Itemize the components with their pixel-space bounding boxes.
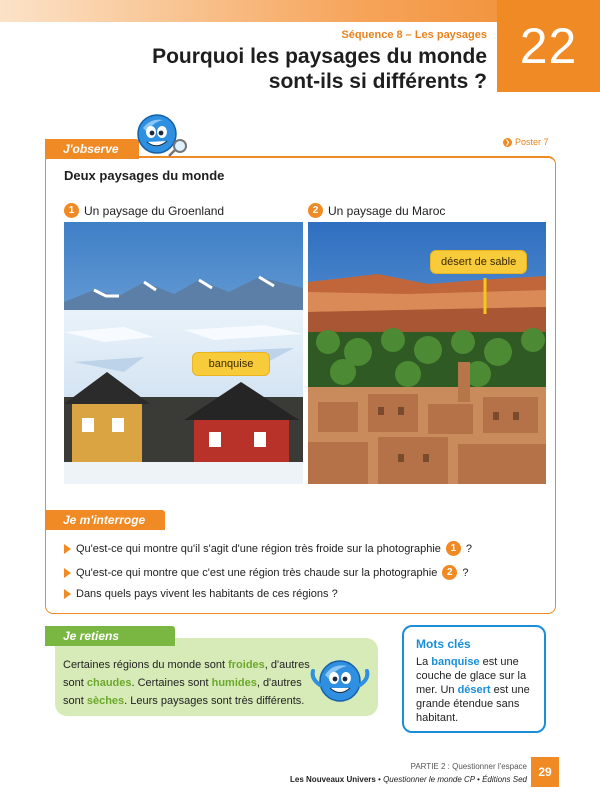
caption-text: Un paysage du Groenland <box>84 203 225 218</box>
question-text: Qu'est-ce qui montre que c'est une région très chaude sur la photographie <box>76 566 438 579</box>
poster-reference <box>503 137 549 147</box>
word-humides: humides <box>211 677 257 689</box>
bullet-arrow-icon <box>64 568 71 578</box>
retiens-text: Certaines régions du monde sont froides, d'autres sont chaudes. Certaines sont humides, d'autres sont sèches. Leurs paysages sont très différents. <box>63 659 310 707</box>
photo-caption-2 <box>308 203 445 218</box>
bullet-arrow-icon <box>64 589 71 599</box>
keywords-title: Mots clés <box>416 637 471 651</box>
keywords-text: La banquise est une couche de glace sur la mer. Un désert est une grande étendue sans habitant. <box>416 656 530 724</box>
observe-badge: J'observe <box>45 139 139 159</box>
caption-text: Un paysage du Maroc <box>328 203 446 218</box>
bullet-arrow-icon <box>64 544 71 554</box>
label-banquise: banquise <box>192 352 270 376</box>
question-item <box>64 541 472 556</box>
photo-caption-1 <box>64 203 224 218</box>
word-banquise: banquise <box>431 656 480 668</box>
retiens-badge: Je retiens <box>45 626 175 646</box>
footer-part: PARTIE 2 : Questionner l'espace <box>410 762 527 771</box>
sequence-label: Séquence 8 – Les paysages <box>341 29 487 41</box>
photo-maroc <box>308 222 546 484</box>
page-title: Pourquoi les paysages du monde sont-ils si différents ? <box>152 45 487 93</box>
poster-icon: ❯ <box>504 139 511 146</box>
mascot-icon <box>309 655 371 707</box>
question-end: ? <box>465 542 473 555</box>
number-badge: 1 <box>64 203 79 218</box>
number-badge: 2 <box>442 565 457 580</box>
label-desert: désert de sable <box>430 250 527 274</box>
question-end: ? <box>462 566 469 579</box>
photo-greenland <box>64 222 303 484</box>
mascot-magnifier-icon <box>133 110 193 160</box>
word-seches: sèches <box>86 695 125 707</box>
word-chaudes: chaudes <box>86 677 132 689</box>
question-item <box>64 565 468 580</box>
question-text: Qu'est-ce qui montre qu'il s'agit d'une région très froide sur la photographie <box>76 542 441 555</box>
observe-subheading: Deux paysages du monde <box>64 168 225 183</box>
page-number: 29 <box>531 757 559 787</box>
footer-credits: Les Nouveaux Univers • Questionner le monde CP • Éditions Sed <box>290 775 527 784</box>
lesson-number: 22 <box>497 0 600 92</box>
number-badge: 1 <box>446 541 461 556</box>
question-item <box>64 588 338 600</box>
poster-label: Poster 7 <box>515 137 549 147</box>
word-froides: froides <box>228 659 265 671</box>
question-text: Dans quels pays vivent les habitants de ces régions ? <box>76 588 338 600</box>
keywords-box <box>402 625 546 733</box>
number-badge: 2 <box>308 203 323 218</box>
word-desert: désert <box>457 684 491 696</box>
questions-badge: Je m'interroge <box>45 510 165 530</box>
